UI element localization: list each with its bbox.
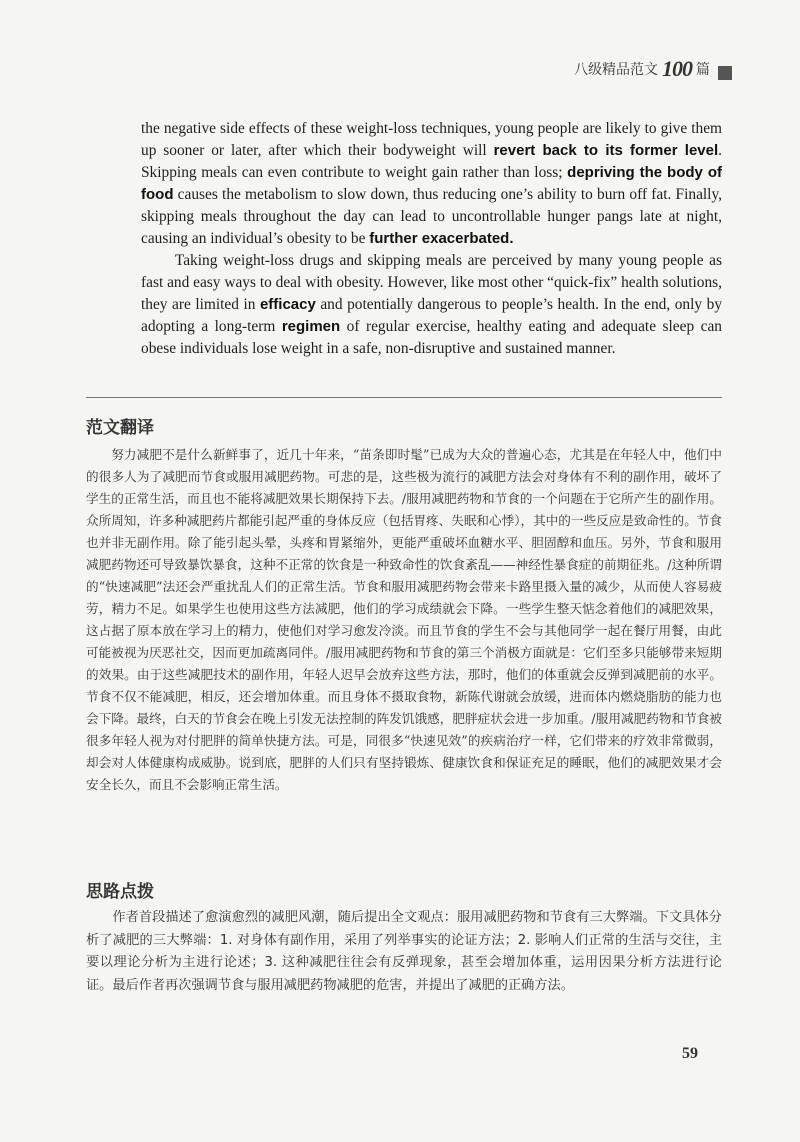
highlighted-phrase: depriving the body of food xyxy=(141,164,722,203)
essay-text: causes the metabolism to slow down, thus reducing one’s ability to burn off fat. Finally, skipping meals throughout the day can lead to uncontrollable hunger pangs late at night, causing an individual’s obesity to be xyxy=(141,186,722,247)
essay-text: the negative side effects of these weight-loss techniques, young people are likely to give them up sooner or later, after which their bodyweight will xyxy=(141,120,722,159)
essay-text: and potentially dangerous to people’s health. In the end, only by adopting a long-term xyxy=(141,296,723,335)
highlighted-phrase: efficacy xyxy=(259,296,316,313)
essay-text: of regular exercise, healthy eating and adequate sleep can obese individuals lose weight in a safe, non-disruptive and sustained manner. xyxy=(141,318,722,357)
translation-title: 范文翻译 xyxy=(86,418,154,438)
essay-text: . Skipping meals can even contribute to weight gain rather than loss; xyxy=(141,142,723,181)
header-number: 100 xyxy=(662,56,692,81)
analysis-title: 思路点拨 xyxy=(86,882,154,902)
page-number: 59 xyxy=(682,1045,698,1062)
essay-paragraph-1 xyxy=(141,118,722,250)
header-suffix: 篇 xyxy=(696,62,710,78)
english-essay xyxy=(141,118,722,360)
header-title: 八级精品范文 xyxy=(574,62,658,78)
header-block-icon xyxy=(718,66,732,80)
highlighted-phrase: revert back to its former level xyxy=(493,142,719,159)
essay-paragraph-2 xyxy=(141,250,722,360)
translation-body: 努力减肥不是什么新鲜事了，近几十年来，“苗条即时髦”已成为大众的普遍心态，尤其是在年轻人中，他们中的很多人为了减肥而节食或服用减肥药物。可悲的是，这些极为流行的减肥方法会对身体有不利的副作用，破坏了学生的正常生活，而且也不能将减肥效果长期保持下去。/服用减肥药物和节食的一个问题在于它所产生的副作用。众所周知，许多种减肥药片都能引起严重的身体反应（包括胃疼、失眠和心悸），其中的一些反应是致命性的。节食也并非无副作用。除了能引起头晕，头疼和胃紧缩外，更能严重破坏血糖水平、胆固醇和血压。另外，节食和服用减肥药物还可导致暴饮暴食，这种不正常的饮食是一种致命性的饮食紊乱——神经性暴食症的前期征兆。/这种所谓的“快速减肥”法还会严重扰乱人们的正常生活。节食和服用减肥药物会带来卡路里摄入量的减少，从而使人容易疲劳，精力不足。如果学生也使用这些方法减肥，他们的学习成绩就会下降。一些学生整天惦念着他们的减肥效果，这占据了原本放在学习上的精力，使他们对学习愈发冷淡。而且节食的学生不会与其他同学一起在餐厅用餐，由此可能被视为厌恶社交，因而更加疏离同伴。/服用减肥药物和节食的第三个消极方面就是：它们至多只能够带来短期的效果。由于这些减肥技术的副作用，年轻人迟早会放弃这些方法，那时，他们的体重就会反弹到减肥前的水平。节食不仅不能减肥，相反，还会增加体重。而且身体不摄取食物，新陈代谢就会放缓，进而体内燃烧脂肪的能力也会下降。最终，白天的节食会在晚上引发无法控制的阵发饥饿感，肥胖症状会进一步加重。/服用减肥药物和节食被很多年轻人视为对付肥胖的简单快捷方法。可是，同很多“快速见效”的疾病治疗一样，它们带来的疗效非常微弱，却会对人体健康构成威胁。说到底，肥胖的人们只有坚持锻炼、健康饮食和保证充足的睡眠，他们的减肥效果才会安全长久，而且不会影响正常生活。 xyxy=(86,447,722,792)
running-header xyxy=(574,56,732,82)
essay-text: Taking weight-loss drugs and skipping meals are perceived by many young people as fast and easy ways to deal with obesity. However, like most other “quick-fix” health solutions, they are limited in xyxy=(141,252,722,313)
section-divider xyxy=(86,397,722,398)
analysis-body: 作者首段描述了愈演愈烈的减肥风潮，随后提出全文观点：服用减肥药物和节食有三大弊端。下文具体分析了减肥的三大弊端：1. 对身体有副作用，采用了列举事实的论证方法；2. 影响人们正常的生活与交往，主要以理论分析为主进行论述；3. 这种减肥往往会有反弹现象，甚至会增加体重，运用因果分析方法进行论证。最后作者再次强调节食与服用减肥药物减肥的危害，并提出了减肥的正确方法。 xyxy=(86,910,722,993)
highlighted-phrase: regimen xyxy=(281,318,341,335)
highlighted-phrase: further exacerbated. xyxy=(369,230,514,247)
